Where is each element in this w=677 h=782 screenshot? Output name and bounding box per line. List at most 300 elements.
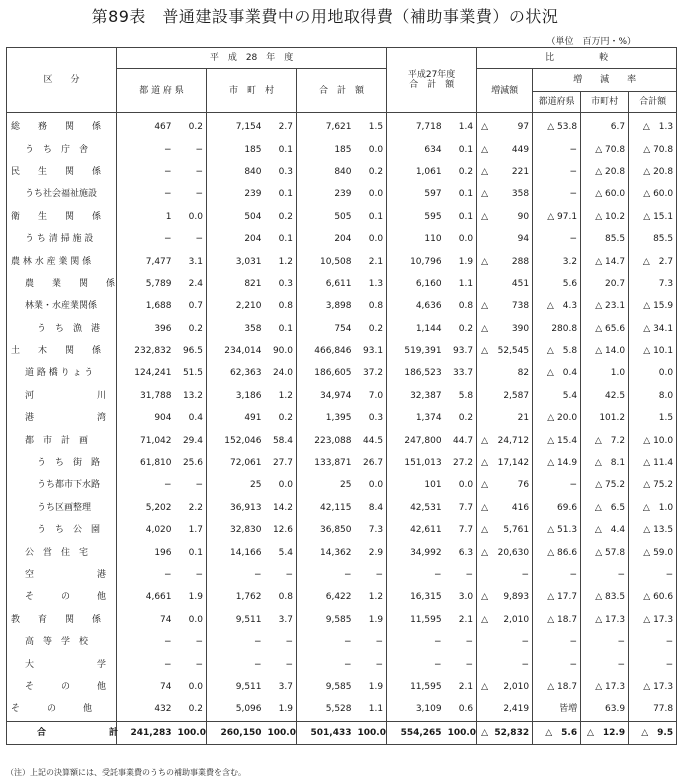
row-label: そ の 他 xyxy=(7,586,117,608)
change-amount-value: 20,630 xyxy=(497,547,530,558)
table-cell: 皆増 xyxy=(533,698,581,721)
table-cell: 9,585 xyxy=(297,609,355,631)
header-municipalities: 市 町 村 xyxy=(207,69,297,113)
table-cell: 133,871 xyxy=(297,452,355,474)
table-cell: − xyxy=(297,653,355,675)
table-cell: 1.9 xyxy=(278,704,293,715)
table-cell: 7.7 xyxy=(458,502,474,513)
change-amount-value: 390 xyxy=(511,323,530,334)
table-row xyxy=(7,340,677,362)
table-cell: 3.2 xyxy=(533,250,581,272)
table-cell: 6.7 xyxy=(581,113,629,139)
change-amount-value: 52,545 xyxy=(497,346,530,357)
table-cell: 77.8 xyxy=(629,698,677,721)
table-cell: − xyxy=(465,659,474,670)
table-cell: 0.0 xyxy=(368,234,384,245)
table-cell: 61,810 xyxy=(117,452,175,474)
table-cell: 0.0 xyxy=(278,480,293,491)
table-cell: 0.2 xyxy=(458,323,474,334)
table-cell: 491 xyxy=(207,407,265,429)
table-cell: 42,531 xyxy=(387,497,445,519)
table-cell: 5.6 xyxy=(533,273,581,295)
change-amount-cell xyxy=(477,541,533,563)
table-row xyxy=(7,631,677,653)
table-cell: − xyxy=(195,189,203,200)
table-cell: 634 xyxy=(387,138,445,160)
change-amount-value: 5,761 xyxy=(503,525,530,536)
table-cell: 34,992 xyxy=(387,541,445,563)
row-label: う ち 庁 舎 xyxy=(7,138,117,160)
row-label: 道 路 橋 り ょ う xyxy=(7,362,117,384)
change-amount-value: 21 xyxy=(517,413,530,424)
row-label: 高 等 学 校 xyxy=(7,631,117,653)
table-cell: 7.0 xyxy=(368,390,384,401)
table-cell: △ 18.7 xyxy=(533,676,581,698)
table-cell: 0.2 xyxy=(368,166,384,177)
row-label: うち区画整理 xyxy=(7,497,117,519)
change-amount-cell xyxy=(477,407,533,429)
row-label: う ち 漁 港 xyxy=(7,318,117,340)
table-cell: 5,528 xyxy=(297,698,355,721)
change-amount-cell xyxy=(477,653,533,675)
table-cell: 0.1 xyxy=(188,547,203,558)
table-cell: 10,508 xyxy=(297,250,355,272)
decrease-mark: △ xyxy=(481,144,489,155)
table-cell: 234,014 xyxy=(207,340,265,362)
table-cell: 0.0 xyxy=(458,234,474,245)
table-cell: 44.5 xyxy=(363,435,384,446)
change-amount-cell xyxy=(477,429,533,451)
table-row xyxy=(7,228,677,250)
table-cell: △ 12.9 xyxy=(581,721,629,744)
change-amount-value: 288 xyxy=(511,256,530,267)
table-cell: 3.7 xyxy=(278,681,293,692)
total-row xyxy=(7,721,677,744)
table-cell: 4,020 xyxy=(117,519,175,541)
table-cell: 33.7 xyxy=(453,368,474,379)
table-cell: 754 xyxy=(297,318,355,340)
header-rate-municipalities: 市町村 xyxy=(581,92,629,113)
row-label: 河 川 xyxy=(7,385,117,407)
change-amount-value: 416 xyxy=(511,502,530,513)
table-cell: 0.8 xyxy=(278,592,293,603)
table-cell: 0.8 xyxy=(368,301,384,312)
table-cell: 0.3 xyxy=(278,166,293,177)
table-cell: 595 xyxy=(387,206,445,228)
table-cell: − xyxy=(465,637,474,648)
table-cell: 186,523 xyxy=(387,362,445,384)
table-cell: 29.4 xyxy=(182,435,203,446)
table-cell: 1,688 xyxy=(117,295,175,317)
table-row xyxy=(7,206,677,228)
change-amount-cell xyxy=(477,206,533,228)
change-amount-value: 90 xyxy=(517,211,530,222)
table-cell: 2.4 xyxy=(188,278,203,289)
decrease-mark: △ xyxy=(481,614,489,625)
table-cell: 505 xyxy=(297,206,355,228)
table-cell: 0.1 xyxy=(278,234,293,245)
footnote: （注）上記の決算額には、受託事業費のうちの補助事業費を含む。 xyxy=(6,768,246,777)
table-cell: 14,362 xyxy=(297,541,355,563)
table-cell: 101.2 xyxy=(581,407,629,429)
header-fy27: 平成27年度 合 計 額 xyxy=(387,48,477,113)
table-cell: − xyxy=(533,474,581,496)
change-amount-value: 97 xyxy=(517,122,530,133)
table-cell: 34,974 xyxy=(297,385,355,407)
table-cell: − xyxy=(195,234,203,245)
change-amount-cell xyxy=(477,564,533,586)
table-cell: 0.8 xyxy=(278,301,293,312)
table-cell: △ 17.7 xyxy=(533,586,581,608)
table-cell: 0.0 xyxy=(368,144,384,155)
table-cell: 5.4 xyxy=(278,547,293,558)
row-label: そ の 他 xyxy=(7,676,117,698)
change-amount-cell xyxy=(477,586,533,608)
table-cell: 25 xyxy=(297,474,355,496)
row-label: 土 木 関 係 xyxy=(7,340,117,362)
table-cell: 100.0 xyxy=(445,721,477,744)
row-label: 港 湾 xyxy=(7,407,117,429)
table-cell: 0.1 xyxy=(278,144,293,155)
row-label: 合 計 xyxy=(7,721,117,744)
decrease-mark: △ xyxy=(481,727,489,738)
table-cell: 0.0 xyxy=(368,480,384,491)
table-cell: 2.1 xyxy=(368,256,384,267)
table-cell: 0.0 xyxy=(188,211,203,222)
table-cell: − xyxy=(117,564,175,586)
header-change-rate: 増 減 率 xyxy=(533,69,677,92)
table-cell: △ 4.4 xyxy=(581,519,629,541)
decrease-mark: △ xyxy=(481,681,489,692)
table-cell: 504 xyxy=(207,206,265,228)
row-label: う ち 公 園 xyxy=(7,519,117,541)
table-cell: 1.1 xyxy=(368,704,384,715)
table-cell: − xyxy=(207,631,265,653)
decrease-mark: △ xyxy=(481,323,489,334)
table-cell: 14.2 xyxy=(272,502,293,513)
header-rate-prefectures: 都道府県 xyxy=(533,92,581,113)
row-label: 農 業 関 係 xyxy=(7,273,117,295)
table-cell: 358 xyxy=(207,318,265,340)
table-cell: △ 17.3 xyxy=(581,676,629,698)
table-cell: 223,088 xyxy=(297,429,355,451)
table-cell: − xyxy=(629,564,677,586)
table-cell: 5,789 xyxy=(117,273,175,295)
table-cell: △ 20.8 xyxy=(629,161,677,183)
table-cell: 3,109 xyxy=(387,698,445,721)
table-cell: 13.2 xyxy=(182,390,203,401)
table-cell: − xyxy=(117,228,175,250)
table-cell: 185 xyxy=(297,138,355,160)
header-prefectures: 都 道 府 県 xyxy=(117,69,207,113)
table-cell: 204 xyxy=(297,228,355,250)
table-row xyxy=(7,161,677,183)
table-cell: 27.2 xyxy=(453,458,474,469)
table-cell: 0.2 xyxy=(458,413,474,424)
table-cell: 0.2 xyxy=(188,323,203,334)
table-cell: 6,422 xyxy=(297,586,355,608)
table-cell: 74 xyxy=(117,676,175,698)
table-cell: △ 65.6 xyxy=(581,318,629,340)
table-cell: − xyxy=(375,659,384,670)
table-cell: 31,788 xyxy=(117,385,175,407)
table-cell: 840 xyxy=(297,161,355,183)
row-label: 林業・水産業関係 xyxy=(7,295,117,317)
decrease-mark: △ xyxy=(481,166,489,177)
table-cell: 36,913 xyxy=(207,497,265,519)
change-amount-value: 24,712 xyxy=(497,435,530,446)
table-cell: 904 xyxy=(117,407,175,429)
table-cell: 2,210 xyxy=(207,295,265,317)
table-cell: 1 xyxy=(117,206,175,228)
decrease-mark: △ xyxy=(481,346,489,357)
table-row xyxy=(7,653,677,675)
table-cell: 0.1 xyxy=(278,189,293,200)
change-amount-cell xyxy=(477,295,533,317)
table-cell: 7.3 xyxy=(368,525,384,536)
header-change-amount: 増減額 xyxy=(477,69,533,113)
table-cell: 1.9 xyxy=(188,592,203,603)
decrease-mark: △ xyxy=(481,211,489,222)
table-cell: 1.0 xyxy=(581,362,629,384)
change-amount-cell xyxy=(477,721,533,744)
table-cell: △ 10.0 xyxy=(629,429,677,451)
decrease-mark: △ xyxy=(481,256,489,267)
table-cell: 0.0 xyxy=(368,189,384,200)
change-amount-value: 449 xyxy=(511,144,530,155)
change-amount-value: 738 xyxy=(511,301,530,312)
change-amount-value: 221 xyxy=(511,166,530,177)
table-cell: △ 23.1 xyxy=(581,295,629,317)
table-cell: 1.2 xyxy=(278,256,293,267)
table-cell: − xyxy=(465,570,474,580)
table-cell: − xyxy=(387,653,445,675)
table-cell: △ 2.7 xyxy=(629,250,677,272)
page-title: 第89表 普通建設事業費中の用地取得費（補助事業費）の状況 xyxy=(91,7,559,26)
table-cell: 247,800 xyxy=(387,429,445,451)
table-cell: 2.2 xyxy=(188,502,203,513)
table-cell: 5,202 xyxy=(117,497,175,519)
table-cell: 20.7 xyxy=(581,273,629,295)
row-label: うち都市下水路 xyxy=(7,474,117,496)
table-cell: △ 1.0 xyxy=(629,497,677,519)
table-row xyxy=(7,497,677,519)
table-cell: △ 17.3 xyxy=(581,609,629,631)
table-cell: △ 59.0 xyxy=(629,541,677,563)
table-cell: △ 70.8 xyxy=(629,138,677,160)
table-cell: 74 xyxy=(117,609,175,631)
decrease-mark: △ xyxy=(481,122,489,133)
table-cell: 3.7 xyxy=(278,614,293,625)
table-cell: 185 xyxy=(207,138,265,160)
table-cell: − xyxy=(117,161,175,183)
table-cell: 466,846 xyxy=(297,340,355,362)
table-cell: 6,611 xyxy=(297,273,355,295)
unit-label: （単位 百万円・%） xyxy=(546,37,636,47)
table-cell: 90.0 xyxy=(272,346,293,357)
table-cell: 27.7 xyxy=(272,458,293,469)
table-cell: 3,186 xyxy=(207,385,265,407)
table-cell: − xyxy=(375,570,384,580)
table-cell: △ 8.1 xyxy=(581,452,629,474)
decrease-mark: △ xyxy=(481,547,489,558)
table-cell: △ 53.8 xyxy=(533,113,581,139)
table-cell: 2.1 xyxy=(458,614,474,625)
table-cell: 0.1 xyxy=(368,211,384,222)
change-amount-cell xyxy=(477,161,533,183)
row-label: そ の 他 xyxy=(7,698,117,721)
row-label: 都 市 計 画 xyxy=(7,429,117,451)
header-comparison: 比 較 xyxy=(477,48,677,69)
table-cell: 5.4 xyxy=(533,385,581,407)
table-cell: 25.6 xyxy=(182,458,203,469)
table-cell: 1,144 xyxy=(387,318,445,340)
table-cell: − xyxy=(297,631,355,653)
table-cell: 7,621 xyxy=(297,113,355,139)
table-row xyxy=(7,676,677,698)
table-cell: 7,477 xyxy=(117,250,175,272)
table-cell: 7.7 xyxy=(458,525,474,536)
row-label: 農 林 水 産 業 関 係 xyxy=(7,250,117,272)
table-cell: 8.0 xyxy=(629,385,677,407)
table-cell: △ 4.3 xyxy=(533,295,581,317)
table-cell: 597 xyxy=(387,183,445,205)
table-cell: 8.4 xyxy=(368,502,384,513)
table-cell: 101 xyxy=(387,474,445,496)
table-cell: − xyxy=(195,637,203,648)
table-cell: 1.2 xyxy=(278,390,293,401)
table-cell: − xyxy=(375,637,384,648)
header-fy28: 平 成 28 年 度 xyxy=(117,48,387,69)
change-amount-cell xyxy=(477,609,533,631)
row-label: 教 育 関 係 xyxy=(7,609,117,631)
table-cell: 0.2 xyxy=(188,704,203,715)
table-cell: 6,160 xyxy=(387,273,445,295)
table-cell: △ 20.8 xyxy=(581,161,629,183)
table-cell: 4,636 xyxy=(387,295,445,317)
change-amount-value: − xyxy=(521,659,530,670)
table-cell: 0.1 xyxy=(458,144,474,155)
table-cell: − xyxy=(195,480,203,491)
table-cell: 1.9 xyxy=(368,614,384,625)
table-cell: 0.4 xyxy=(188,413,203,424)
table-row xyxy=(7,183,677,205)
change-amount-value: 451 xyxy=(511,278,530,289)
table-cell: △ 97.1 xyxy=(533,206,581,228)
table-row xyxy=(7,452,677,474)
row-label: 総 務 関 係 xyxy=(7,113,117,139)
change-amount-value: − xyxy=(521,637,530,648)
table-row xyxy=(7,519,677,541)
table-cell: − xyxy=(533,631,581,653)
table-cell: − xyxy=(581,631,629,653)
table-cell: 63.9 xyxy=(581,698,629,721)
change-amount-cell xyxy=(477,385,533,407)
table-cell: 232,832 xyxy=(117,340,175,362)
table-cell: 0.3 xyxy=(278,278,293,289)
table-cell: 7,154 xyxy=(207,113,265,139)
change-amount-value: 2,419 xyxy=(503,704,530,715)
table-cell: 1.7 xyxy=(188,525,203,536)
table-body xyxy=(7,113,677,745)
table-cell: △ 15.9 xyxy=(629,295,677,317)
table-cell: 7.3 xyxy=(629,273,677,295)
decrease-mark: △ xyxy=(481,458,489,469)
table-cell: △ 17.3 xyxy=(629,676,677,698)
table-cell: △ 57.8 xyxy=(581,541,629,563)
table-cell: △ 5.8 xyxy=(533,340,581,362)
table-cell: △ 51.3 xyxy=(533,519,581,541)
table-cell: 42.5 xyxy=(581,385,629,407)
table-cell: △ 34.1 xyxy=(629,318,677,340)
table-cell: 280.8 xyxy=(533,318,581,340)
table-cell: 5,096 xyxy=(207,698,265,721)
table-cell: − xyxy=(533,653,581,675)
change-amount-cell xyxy=(477,340,533,362)
decrease-mark: △ xyxy=(481,480,489,491)
table-cell: 196 xyxy=(117,541,175,563)
table-cell: 96.5 xyxy=(182,346,203,357)
table-cell: 0.1 xyxy=(278,323,293,334)
header-category: 区 分 xyxy=(7,48,117,113)
table-cell: − xyxy=(629,631,677,653)
table-cell: − xyxy=(207,653,265,675)
change-amount-cell xyxy=(477,497,533,519)
table-row xyxy=(7,138,677,160)
change-amount-value: 2,010 xyxy=(503,614,530,625)
table-cell: 11,595 xyxy=(387,676,445,698)
table-cell: 239 xyxy=(207,183,265,205)
table-cell: △ 75.2 xyxy=(629,474,677,496)
table-cell: 0.0 xyxy=(188,614,203,625)
table-cell: 1.1 xyxy=(458,278,474,289)
decrease-mark: △ xyxy=(481,189,489,200)
table-cell: − xyxy=(533,228,581,250)
table-row xyxy=(7,385,677,407)
table-cell: 0.7 xyxy=(188,301,203,312)
decrease-mark: △ xyxy=(481,525,489,536)
table-cell: 554,265 xyxy=(387,721,445,744)
table-cell: △ 70.8 xyxy=(581,138,629,160)
table-cell: 32,830 xyxy=(207,519,265,541)
table-cell: 467 xyxy=(117,113,175,139)
table-cell: − xyxy=(533,138,581,160)
data-table xyxy=(6,47,677,745)
change-amount-value: 82 xyxy=(517,368,530,379)
row-label: 大 学 xyxy=(7,653,117,675)
table-row xyxy=(7,698,677,721)
table-cell: − xyxy=(629,653,677,675)
table-cell: 152,046 xyxy=(207,429,265,451)
table-row xyxy=(7,273,677,295)
table-cell: 72,061 xyxy=(207,452,265,474)
table-cell: 85.5 xyxy=(581,228,629,250)
table-cell: △ 60.0 xyxy=(581,183,629,205)
table-cell: 37.2 xyxy=(363,368,384,379)
table-cell: 58.4 xyxy=(272,435,293,446)
table-cell: 93.1 xyxy=(363,346,384,357)
change-amount-value: 9,893 xyxy=(503,592,530,603)
table-cell: 1.9 xyxy=(368,681,384,692)
table-cell: △ 86.6 xyxy=(533,541,581,563)
table-cell: 0.2 xyxy=(278,211,293,222)
table-cell: 1.3 xyxy=(368,278,384,289)
table-cell: △ 18.7 xyxy=(533,609,581,631)
table-cell: 432 xyxy=(117,698,175,721)
table-cell: − xyxy=(117,631,175,653)
table-row xyxy=(7,362,677,384)
table-cell: 1.2 xyxy=(368,592,384,603)
